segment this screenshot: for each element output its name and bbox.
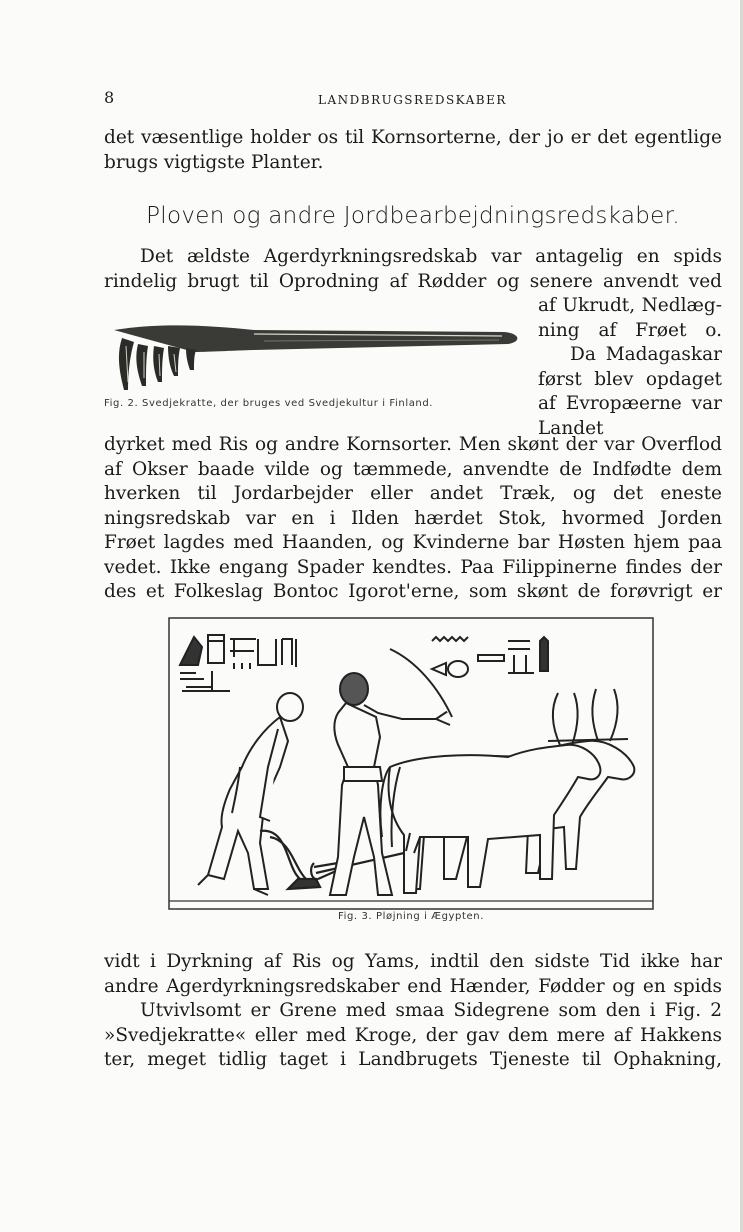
paragraph-2	[104, 950, 722, 999]
paragraph-1-narrow	[538, 294, 722, 441]
text-line: rindelig brugt til Oprodning af Rødder og senere anvendt ved	[104, 270, 722, 292]
figure-3-caption: Fig. 3. Pløjning i Ægypten.	[337, 911, 484, 922]
ploughman-figure	[198, 693, 303, 895]
figure-3	[168, 617, 654, 922]
paragraph-1-rest	[104, 433, 722, 605]
section-heading: Ploven og andre Jordbearbejdningsredskaber.	[146, 203, 680, 229]
text-line: af Evropæerne var	[538, 393, 722, 414]
text-line: vidt i Dyrkning af Ris og Yams, indtil den sidste Tid ikke har	[104, 951, 722, 972]
text-line: Da Madagaskar	[570, 344, 722, 365]
text-line: ning af Frøet o.	[538, 319, 722, 341]
running-title: LANDBRUGSREDSKABER	[318, 93, 507, 107]
text-line: brugs vigtigste Planter.	[104, 151, 324, 173]
svedjekratte-illustration	[104, 316, 524, 396]
figure-2	[104, 316, 524, 409]
text-line: andre Agerdyrkningsredskaber end Hænder, Fødder og en spids	[104, 975, 722, 997]
intro-paragraph	[104, 126, 722, 175]
paragraph-3	[104, 999, 722, 1073]
figure-2-caption: Fig. 2. Svedjekratte, der bruges ved Svedjekultur i Finland.	[104, 398, 434, 409]
hieroglyphs-left	[180, 635, 296, 691]
text-line: dyrket med Ris og andre Kornsorter. Men skønt der var Overflod	[104, 434, 722, 455]
text-line: det væsentlige holder os til Kornsorterne, der jo er det egentlige	[104, 127, 722, 148]
text-line: af Okser baade vilde og tæmmede, anvendte de Indfødte dem	[104, 458, 722, 480]
page-number: 8	[104, 88, 115, 107]
text-line: hverken til Jordarbejder eller andet Træk, og det eneste	[104, 483, 722, 504]
hieroglyphs-right	[432, 637, 548, 677]
text-line: des et Folkeslag Bontoc Igorot'erne, som skønt de forøvrigt er	[104, 581, 722, 602]
text-line: Frøet lagdes med Haanden, og Kvinderne bar Høsten hjem paa	[104, 532, 722, 553]
text-line: Utvivlsomt er Grene med smaa Sidegrene som den i Fig. 2	[140, 1000, 722, 1021]
text-line: vedet. Ikke engang Spader kendtes. Paa Filippinerne findes der	[104, 556, 722, 578]
paragraph-1-top	[104, 245, 722, 294]
text-line: Det ældste Agerdyrkningsredskab var antagelig en spids	[140, 246, 722, 267]
text-line: »Svedjekratte« eller med Kroge, der gav dem mere af Hakkens	[104, 1024, 722, 1046]
text-line: Landet	[538, 417, 604, 439]
egyptian-ploughing-illustration	[168, 617, 654, 910]
text-line: ter, meget tidlig taget i Landbrugets Tjeneste til Ophakning,	[104, 1049, 722, 1070]
text-line: ningsredskab var en i Ilden hærdet Stok, hvormed Jorden	[104, 507, 722, 529]
text-line: af Ukrudt, Nedlæg-	[538, 295, 722, 316]
text-line: først blev opdaget	[538, 368, 722, 390]
